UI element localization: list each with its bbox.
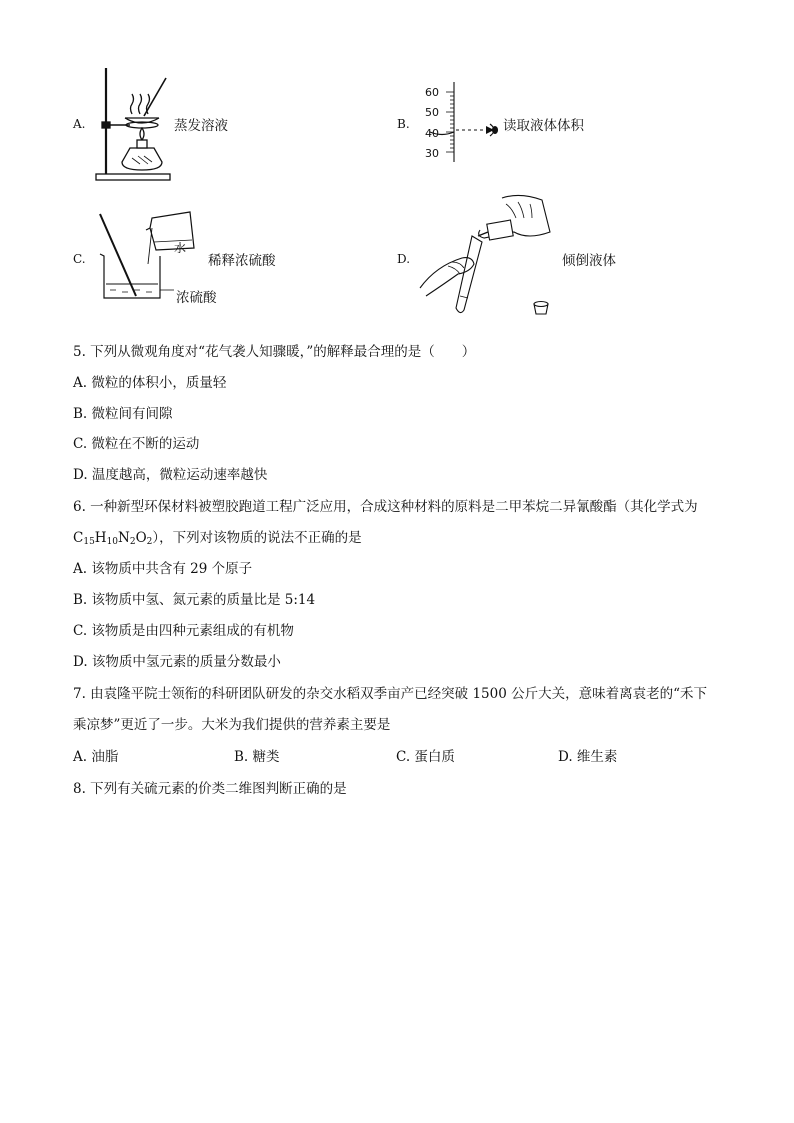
- q5-option-b: B. 微粒间有间隙: [73, 406, 173, 422]
- tick-label: 50: [425, 106, 439, 119]
- option-a-label: 蒸发溶液: [174, 118, 228, 134]
- q5-option-a: A. 微粒的体积小，质量轻: [73, 375, 227, 391]
- tick-label: 60: [425, 86, 439, 99]
- q7-stem-line1: 7. 由袁隆平院士领衔的科研团队研发的杂交水稻双季亩产已经突破 1500 公斤大关，意味着离袁老的“禾下: [73, 686, 708, 702]
- q7-option-a: A. 油脂: [73, 749, 119, 765]
- option-d-letter: D.: [397, 252, 411, 266]
- q6-stem-line1: 6. 一种新型环保材料被塑胶跑道工程广泛应用，合成这种材料的原料是二甲苯烷二异氰酸酯（其化学式为: [73, 499, 698, 515]
- formula-o: O: [135, 530, 147, 546]
- q6-stem-line2: [73, 526, 362, 547]
- formula-o-count: 2: [146, 537, 153, 547]
- option-c-letter: C.: [73, 252, 86, 266]
- q7-option-b: B. 糖类: [234, 749, 280, 765]
- formula-h-count: 10: [106, 537, 119, 547]
- formula-c: C: [73, 530, 84, 546]
- formula-c-count: 15: [83, 537, 95, 547]
- option-b-letter: B.: [397, 117, 410, 131]
- q5-option-c: C. 微粒在不断的运动: [73, 436, 200, 452]
- tick-label: 40: [425, 127, 439, 140]
- q6-option-b: B. 该物质中氢、氮元素的质量比是 5:14: [73, 592, 316, 608]
- acid-label: 浓硫酸: [176, 290, 217, 306]
- q6-option-c: C. 该物质是由四种元素组成的有机物: [73, 623, 294, 639]
- option-a-letter: A.: [73, 117, 86, 131]
- q6-stem-line2-rest: ），下列对该物质的说法不正确的是: [152, 530, 362, 546]
- formula-n-count: 2: [129, 537, 136, 547]
- evaporation-apparatus-figure: [92, 66, 174, 182]
- water-label: 水: [174, 241, 187, 255]
- q7-stem-line2: 乘凉梦”更近了一步。大米为我们提供的营养素主要是: [73, 717, 391, 733]
- q7-option-c: C. 蛋白质: [396, 749, 455, 765]
- q8-stem: 8. 下列有关硫元素的价类二维图判断正确的是: [73, 781, 347, 797]
- q6-option-a: A. 该物质中共含有 29 个原子: [73, 561, 253, 577]
- q5-stem: 5. 下列从微观角度对“花气袭人知骤暖，”的解释最合理的是（ ）: [73, 344, 476, 360]
- formula-h: H: [94, 530, 107, 546]
- option-c-label: 稀释浓硫酸: [208, 253, 276, 269]
- q7-option-d: D. 维生素: [558, 749, 618, 765]
- pouring-liquid-figure: [418, 192, 554, 322]
- option-d-label: 倾倒液体: [562, 253, 616, 269]
- q6-option-d: D. 该物质中氢元素的质量分数最小: [73, 654, 281, 670]
- tick-label: 30: [425, 147, 439, 160]
- q5-option-d: D. 温度越高，微粒运动速率越快: [73, 467, 268, 483]
- option-b-label: 读取液体体积: [503, 118, 584, 134]
- formula-n: N: [118, 530, 130, 546]
